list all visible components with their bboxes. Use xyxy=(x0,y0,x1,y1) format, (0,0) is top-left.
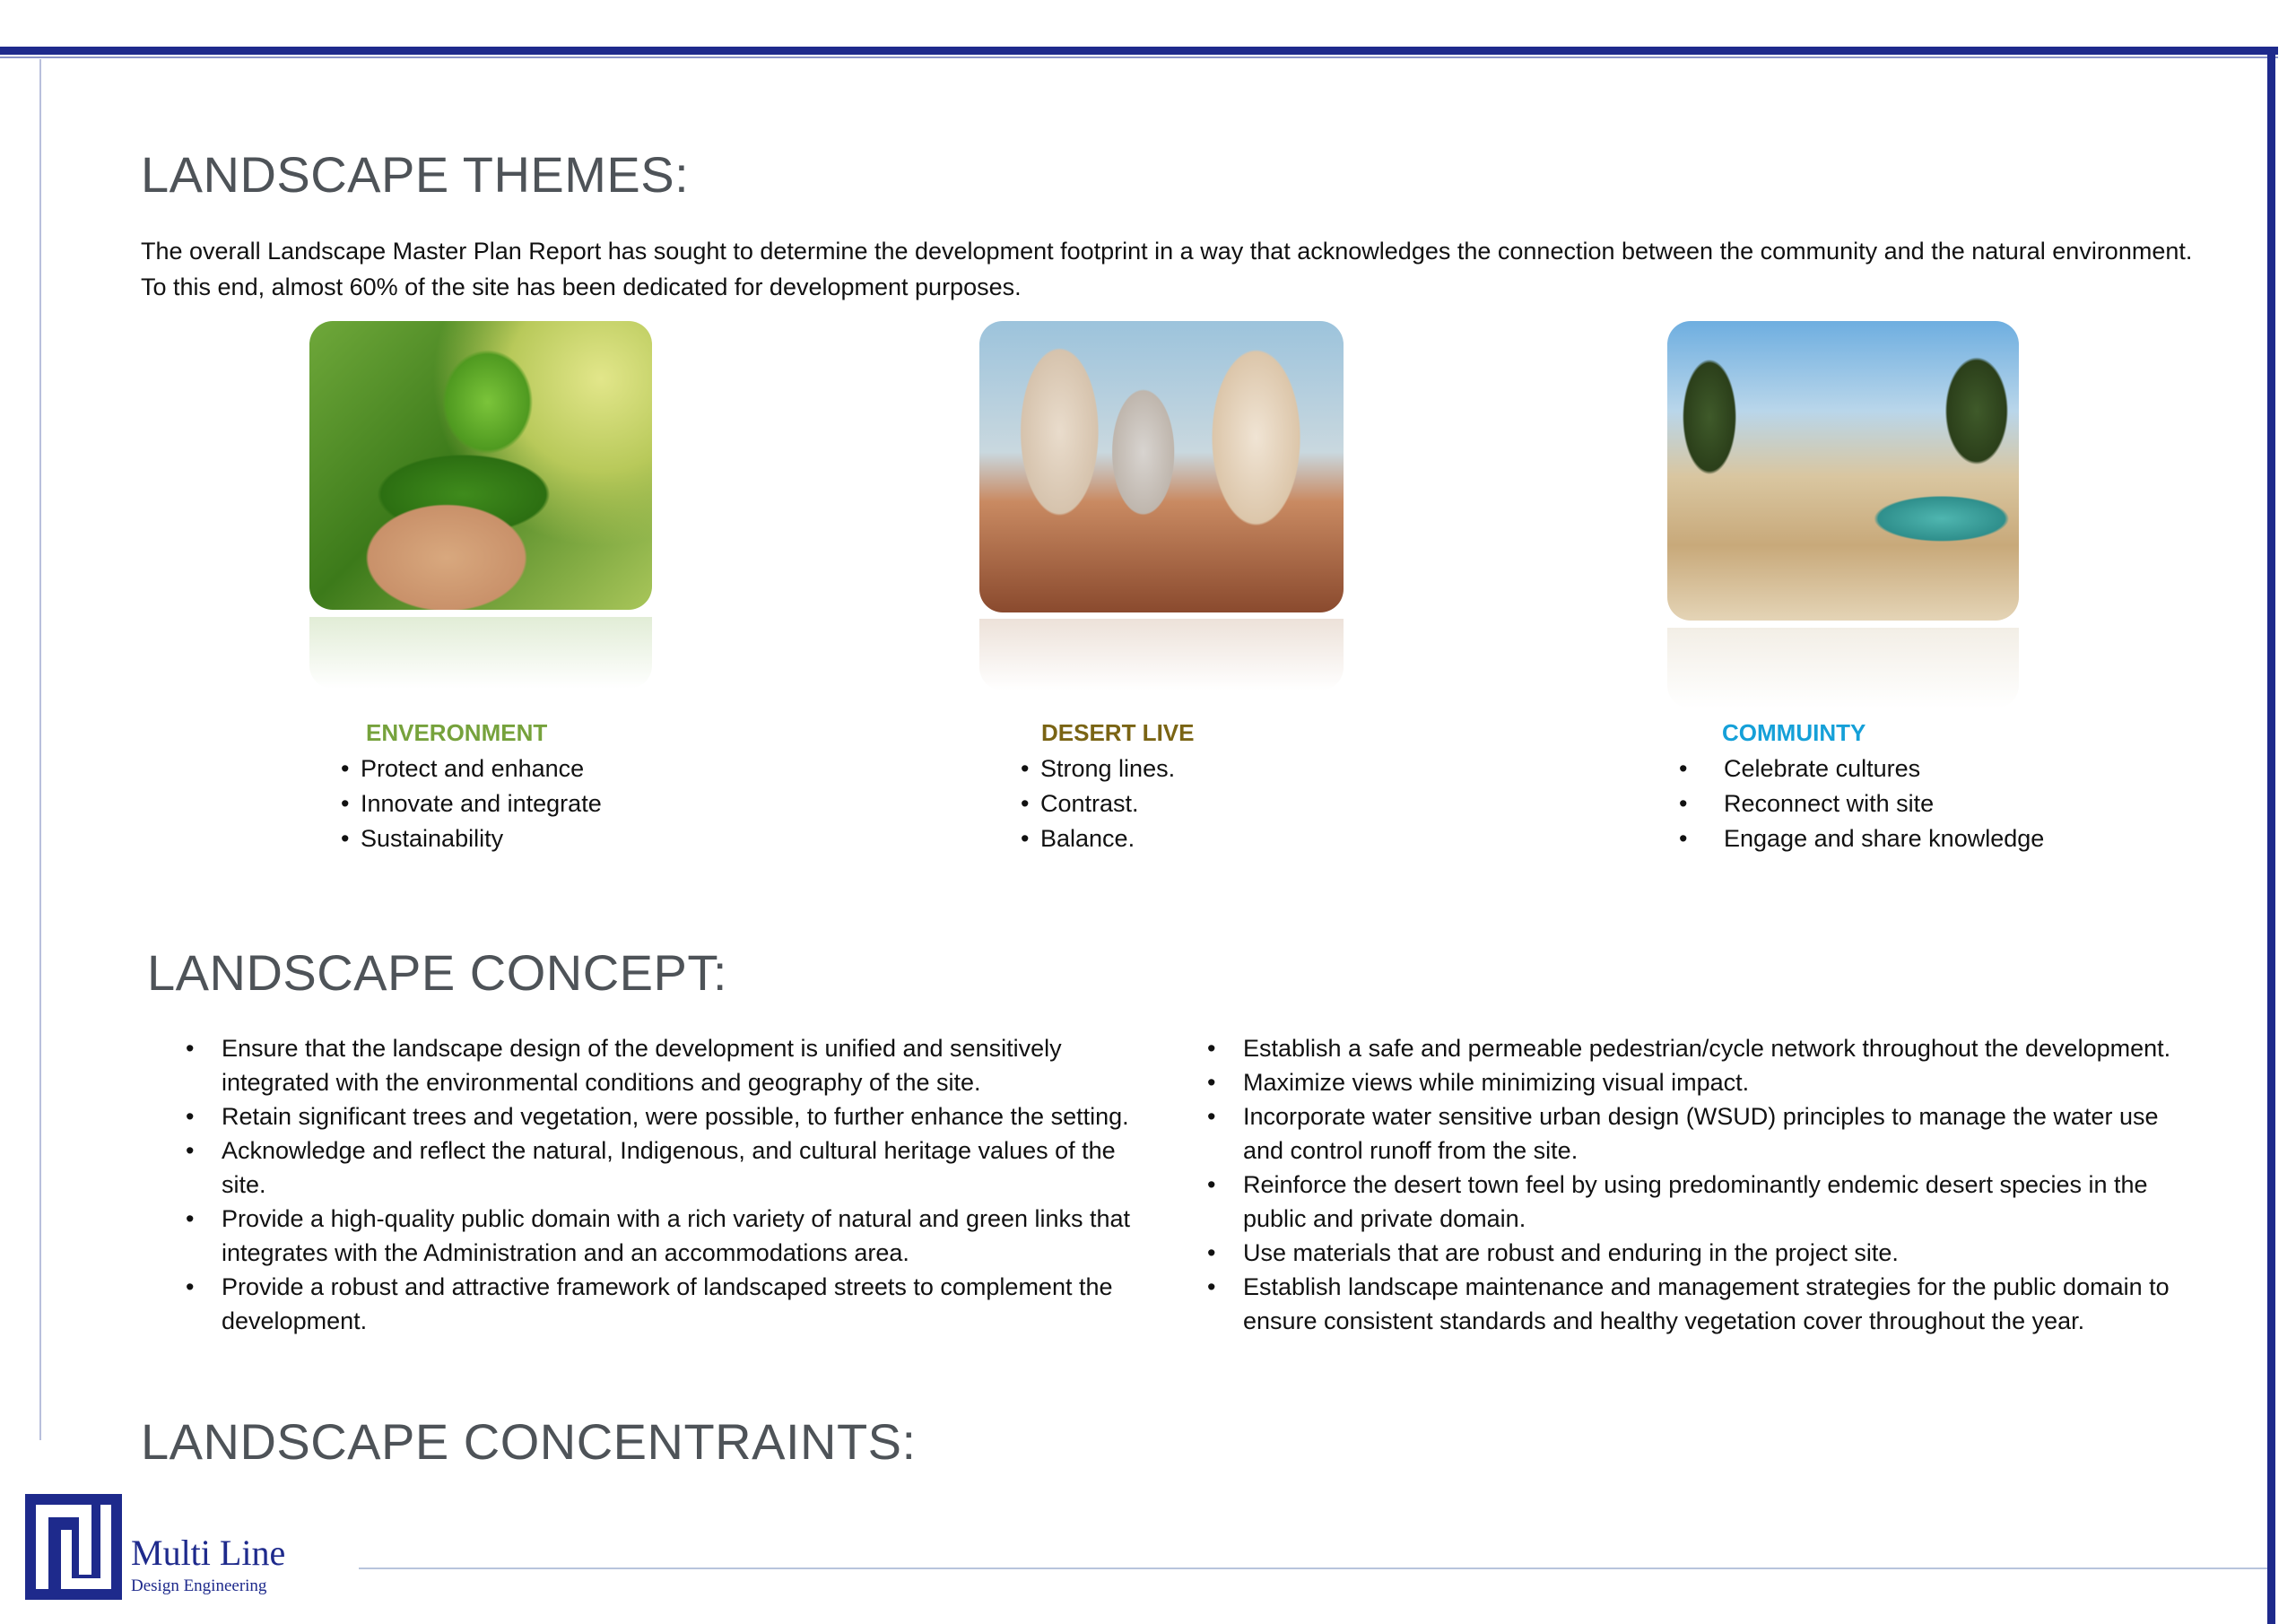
list-item: • Sustainability xyxy=(341,821,602,856)
constraints-heading: LANDSCAPE CONCENTRAINTS: xyxy=(141,1413,917,1470)
list-item: • Engage and share knowledge xyxy=(1679,821,2044,856)
list-item: • Provide a robust and attractive framework of landscaped streets to complement the development. xyxy=(186,1270,1136,1338)
theme-list-community xyxy=(1679,751,2044,856)
list-item: • Reinforce the desert town feel by using predominantly endemic desert species in the public and private domain. xyxy=(1207,1168,2203,1236)
list-item: • Reconnect with site xyxy=(1679,786,2044,821)
page-border-top xyxy=(0,47,2278,55)
intro-paragraph: The overall Landscape Master Plan Report has sought to determine the development footprint in a way that acknowledges the connection between the community and the natural environment. To this end, almost 60% of the site has been dedicated for development purposes. xyxy=(141,238,2193,300)
list-item: • Acknowledge and reflect the natural, Indigenous, and cultural heritage values of the site. xyxy=(186,1133,1136,1202)
list-item: • Innovate and integrate xyxy=(341,786,602,821)
page-border-right xyxy=(2267,47,2275,1624)
page-border-top-inner xyxy=(0,56,2278,58)
list-item: • Use materials that are robust and enduring in the project site. xyxy=(1207,1236,2203,1270)
environment-photo-reflection xyxy=(309,617,652,689)
concept-heading: LANDSCAPE CONCEPT: xyxy=(147,944,727,1001)
environment-photo xyxy=(309,321,652,610)
theme-list-environment xyxy=(341,751,602,856)
list-item: • Retain significant trees and vegetation, were possible, to further enhance the setting. xyxy=(186,1099,1136,1133)
theme-title-environment: ENVERONMENT xyxy=(366,719,548,746)
logo-subtitle: Design Engineering xyxy=(131,1576,267,1595)
desert-live-photo xyxy=(979,321,1344,612)
concept-list-right xyxy=(1207,1031,2203,1338)
theme-title-community: COMMUINTY xyxy=(1722,719,1866,746)
themes-heading: LANDSCAPE THEMES: xyxy=(141,146,690,203)
list-item: • Establish a safe and permeable pedestrian/cycle network throughout the development. xyxy=(1207,1031,2203,1065)
community-photo xyxy=(1667,321,2019,621)
footer-divider xyxy=(359,1568,2267,1569)
list-item: • Ensure that the landscape design of the development is unified and sensitively integrated with the environmental conditions and geography of the site. xyxy=(186,1031,1136,1099)
community-photo-reflection xyxy=(1667,628,2019,708)
list-item: • Celebrate cultures xyxy=(1679,751,2044,786)
theme-title-desert-live: DESERT LIVE xyxy=(1041,719,1195,746)
theme-list-desert-live xyxy=(1021,751,1175,856)
list-item: • Provide a high-quality public domain with a rich variety of natural and green links that integrates with the Administration and an accommodations area. xyxy=(186,1202,1136,1270)
logo-mark-icon xyxy=(25,1494,122,1600)
list-item: • Protect and enhance xyxy=(341,751,602,786)
list-item: • Contrast. xyxy=(1021,786,1175,821)
list-item: • Strong lines. xyxy=(1021,751,1175,786)
logo-name: Multi Line xyxy=(131,1533,286,1573)
list-item: • Maximize views while minimizing visual impact. xyxy=(1207,1065,2203,1099)
list-item: • Incorporate water sensitive urban design (WSUD) principles to manage the water use and control runoff from the site. xyxy=(1207,1099,2203,1168)
list-item: • Balance. xyxy=(1021,821,1175,856)
concept-list-left xyxy=(186,1031,1136,1338)
page-border-left xyxy=(39,59,41,1440)
desert-live-photo-reflection xyxy=(979,619,1344,690)
list-item: • Establish landscape maintenance and management strategies for the public domain to ensure consistent standards and healthy vegetation cover throughout the year. xyxy=(1207,1270,2203,1338)
